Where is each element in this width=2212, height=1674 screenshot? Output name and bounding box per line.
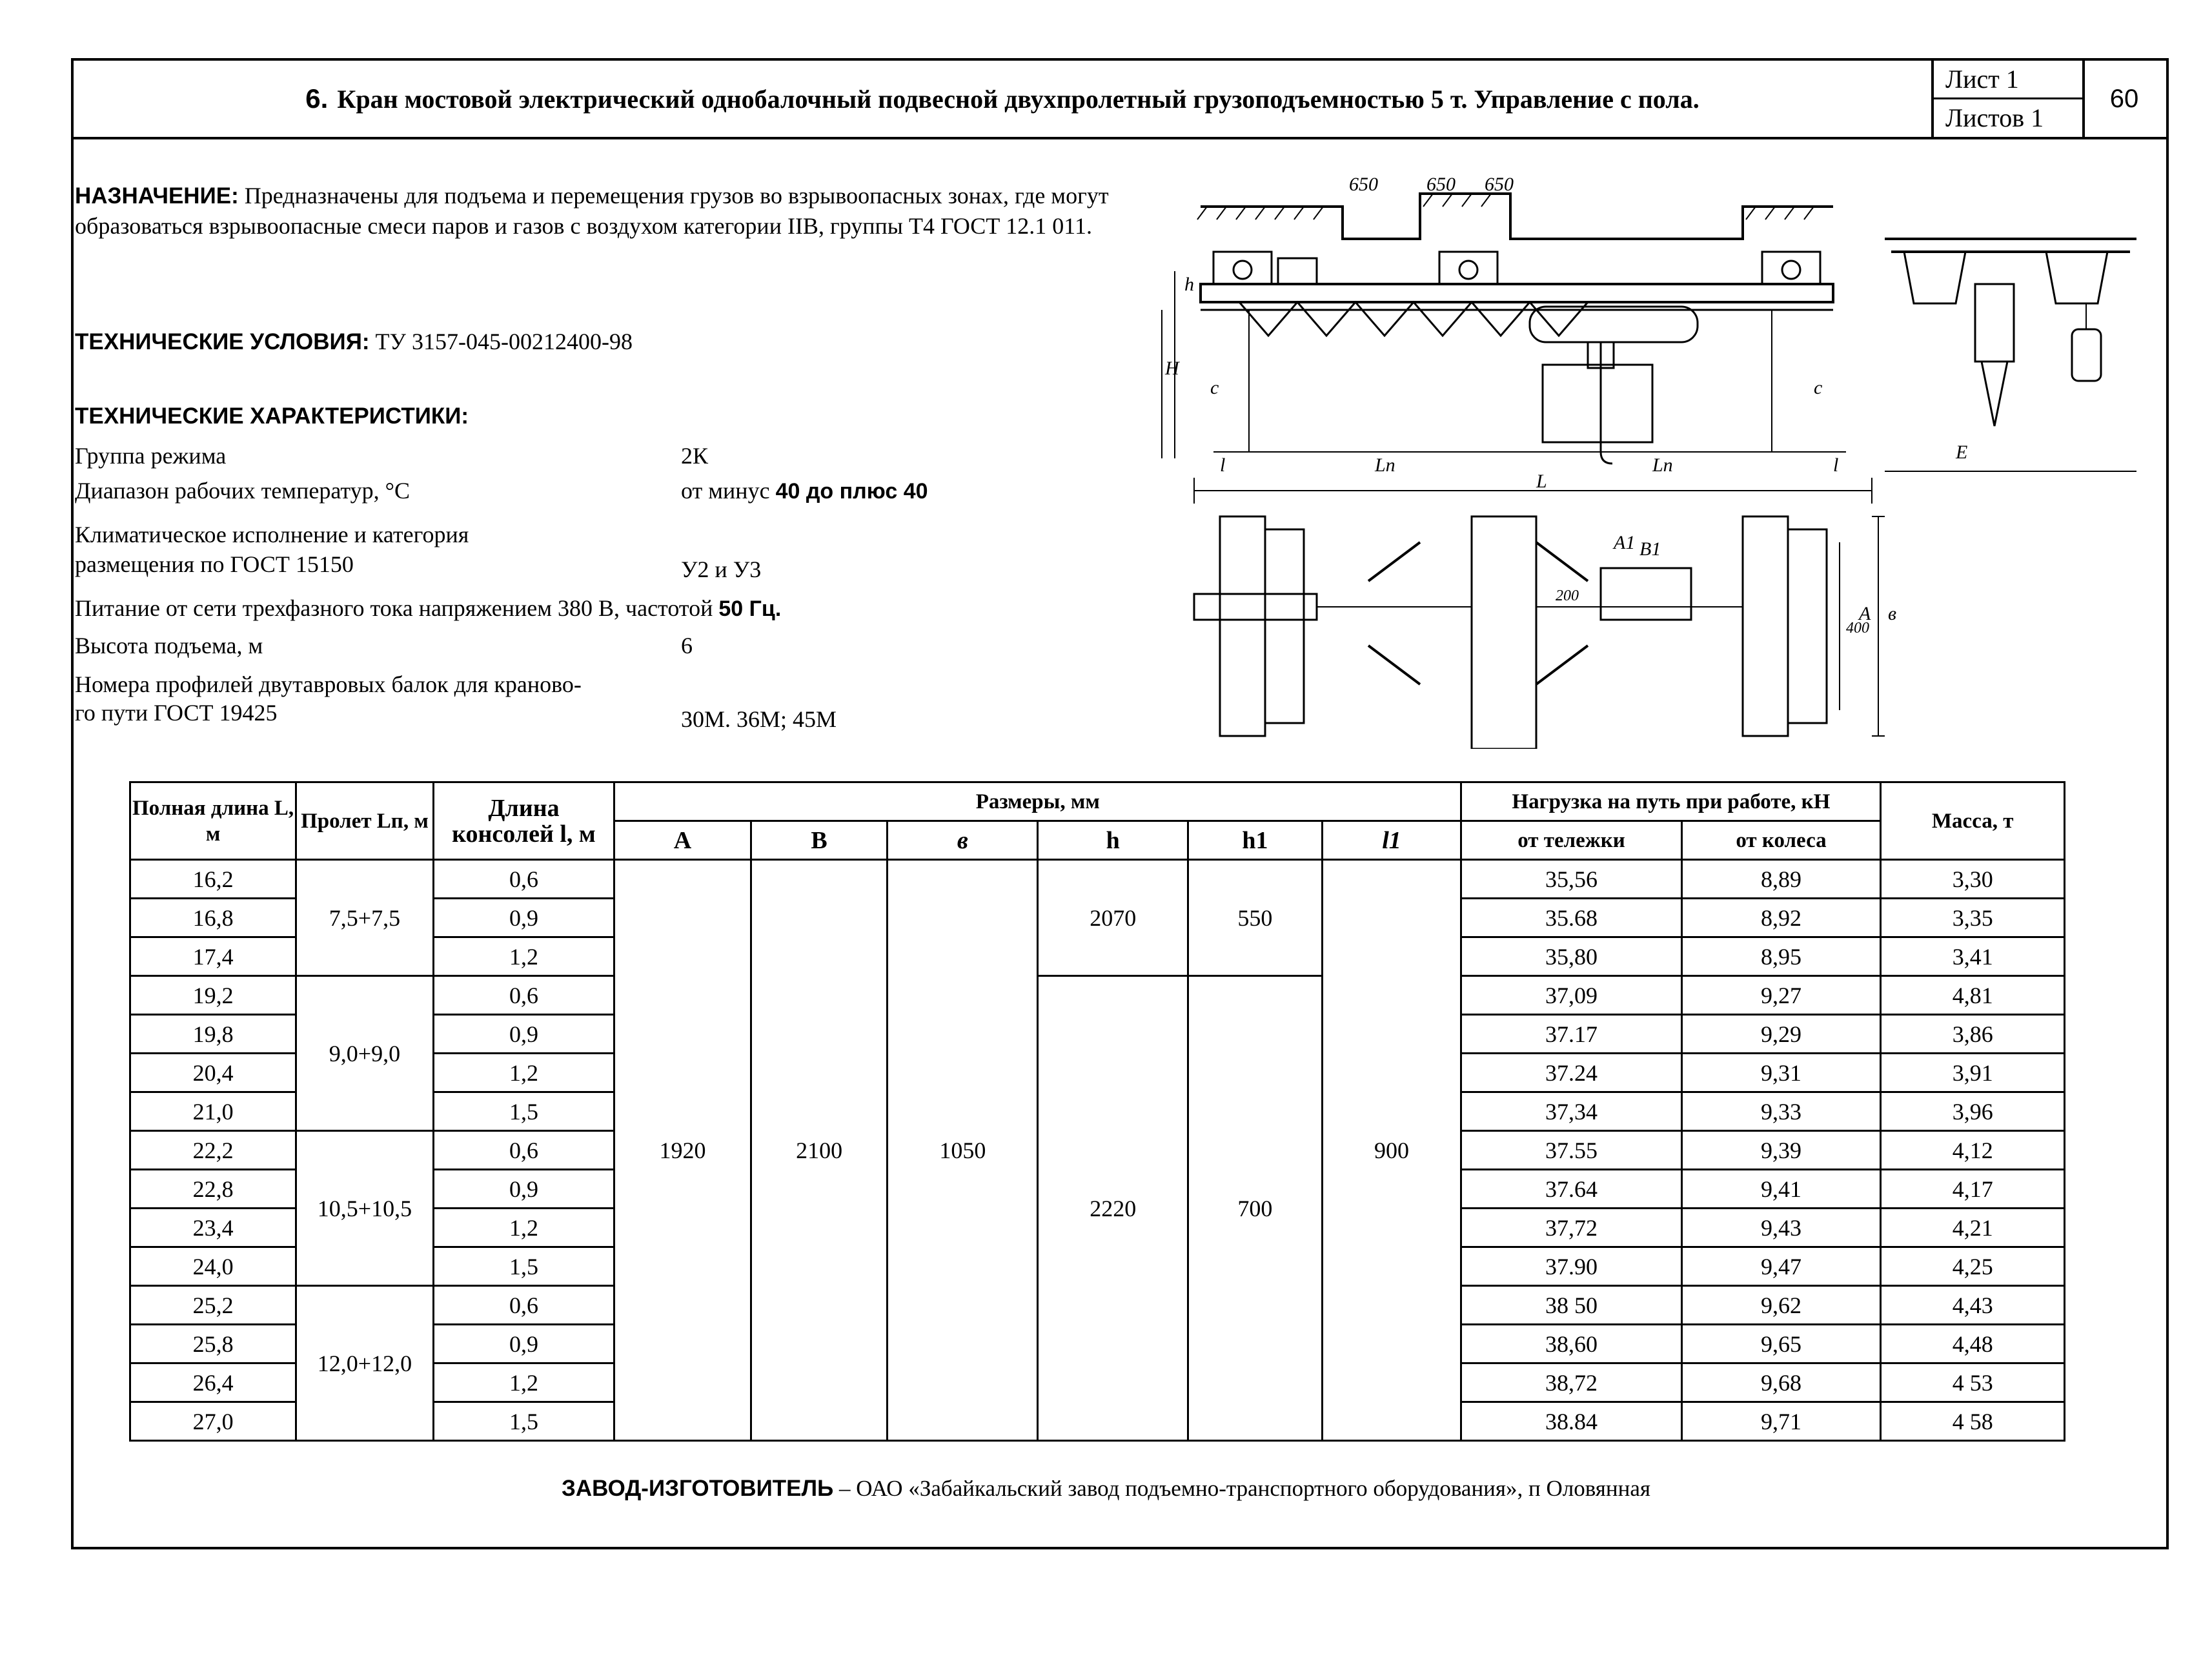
table-cell: 12,0+12,0 bbox=[296, 1286, 434, 1441]
th-console: Длина консолей l, м bbox=[433, 782, 614, 860]
label-b: в bbox=[1888, 603, 1897, 624]
th-from-wheel: от колеса bbox=[1681, 821, 1881, 860]
table-cell: 900 bbox=[1322, 860, 1461, 1441]
spec-beams-value: 30М. 36М; 45М bbox=[681, 706, 837, 732]
table-cell: 37.24 bbox=[1461, 1054, 1681, 1092]
table-cell: 1,2 bbox=[433, 1363, 614, 1402]
table-cell: 4 53 bbox=[1881, 1363, 2065, 1402]
spec-mode-value: 2К bbox=[681, 443, 709, 469]
table-cell: 7,5+7,5 bbox=[296, 860, 434, 976]
table-cell: 1,2 bbox=[433, 1054, 614, 1092]
table-cell: 9,0+9,0 bbox=[296, 976, 434, 1131]
spec-temp-pre: от минус bbox=[681, 478, 776, 504]
table-cell: 37,72 bbox=[1461, 1209, 1681, 1247]
label-c1: c bbox=[1210, 377, 1219, 398]
table-cell: 25,8 bbox=[130, 1325, 296, 1363]
spec-beams-label-1: Номера профилей двутавровых балок для краново- bbox=[75, 671, 582, 697]
table-cell: 20,4 bbox=[130, 1054, 296, 1092]
spec-power-freq: 50 Гц. bbox=[718, 597, 782, 621]
tech-conditions-label: ТЕХНИЧЕСКИЕ УСЛОВИЯ: bbox=[75, 329, 370, 354]
label-H: H bbox=[1165, 358, 1179, 379]
label-200: 200 bbox=[1556, 587, 1579, 604]
sheets-label: Листов 1 bbox=[1945, 103, 2044, 132]
table-cell: 4 58 bbox=[1881, 1402, 2065, 1441]
table-cell: 16,8 bbox=[130, 899, 296, 937]
table-cell: 37.64 bbox=[1461, 1170, 1681, 1209]
table-cell: 9,71 bbox=[1681, 1402, 1881, 1441]
table-cell: 9,33 bbox=[1681, 1092, 1881, 1131]
table-cell: 4,12 bbox=[1881, 1131, 2065, 1170]
table-cell: 37.17 bbox=[1461, 1015, 1681, 1054]
manufacturer bbox=[0, 1476, 2212, 1502]
table-cell: 35,80 bbox=[1461, 937, 1681, 976]
th-b: в bbox=[888, 821, 1038, 860]
table-cell: 35,56 bbox=[1461, 860, 1681, 899]
th-B: В bbox=[751, 821, 888, 860]
th-h: h bbox=[1038, 821, 1188, 860]
table-cell: 22,2 bbox=[130, 1131, 296, 1170]
table-cell: 37.55 bbox=[1461, 1131, 1681, 1170]
table-cell: 26,4 bbox=[130, 1363, 296, 1402]
table-cell: 38 50 bbox=[1461, 1286, 1681, 1325]
purpose-text: Предназначены для подъема и перемещения грузов во взрывоопасных зонах, где могут образоваться взрывоопасные смеси паров и газов с воздухом категории IIВ, группы Т4 ГОСТ 12.1 011. bbox=[75, 183, 1109, 239]
tech-conditions-value: ТУ 3157-045-00212400-98 bbox=[369, 329, 633, 354]
table-cell: 25,2 bbox=[130, 1286, 296, 1325]
table-body bbox=[130, 860, 2065, 1441]
th-mass: Масса, т bbox=[1881, 782, 2065, 860]
label-L: L bbox=[1536, 471, 1547, 492]
table-cell: 4,48 bbox=[1881, 1325, 2065, 1363]
table-cell: 0,9 bbox=[433, 1170, 614, 1209]
table-cell: 2070 bbox=[1038, 860, 1188, 976]
sheet-label: Лист 1 bbox=[1934, 61, 2082, 99]
table-cell: 3,35 bbox=[1881, 899, 2065, 937]
table-cell: 1,5 bbox=[433, 1247, 614, 1286]
spec-mode-label: Группа режима bbox=[75, 443, 227, 469]
label-ln-2: Ln bbox=[1652, 454, 1673, 476]
table-cell: 8,92 bbox=[1681, 899, 1881, 937]
table-cell: 0,6 bbox=[433, 976, 614, 1015]
label-h: h bbox=[1184, 274, 1194, 295]
table-cell: 0,9 bbox=[433, 1015, 614, 1054]
table-cell: 4,81 bbox=[1881, 976, 2065, 1015]
table-cell: 37,09 bbox=[1461, 976, 1681, 1015]
spec-beams-label-2: го пути ГОСТ 19425 bbox=[75, 700, 278, 726]
table-cell: 4,25 bbox=[1881, 1247, 2065, 1286]
th-span: Пролет Lп, м bbox=[296, 782, 434, 860]
table-cell: 0,6 bbox=[433, 1286, 614, 1325]
table-cell: 35.68 bbox=[1461, 899, 1681, 937]
label-l: l bbox=[1220, 454, 1226, 476]
table-cell: 1,5 bbox=[433, 1402, 614, 1441]
table-cell: 38,60 bbox=[1461, 1325, 1681, 1363]
table-cell: 2100 bbox=[751, 860, 888, 1441]
table-cell: 9,62 bbox=[1681, 1286, 1881, 1325]
th-l1: l1 bbox=[1322, 821, 1461, 860]
table-cell: 1050 bbox=[888, 860, 1038, 1441]
table-cell: 9,41 bbox=[1681, 1170, 1881, 1209]
dim-650-c: 650 bbox=[1485, 174, 1514, 195]
th-from-trolley: от тележки bbox=[1461, 821, 1681, 860]
table-cell: 1,5 bbox=[433, 1092, 614, 1131]
table-cell: 4,43 bbox=[1881, 1286, 2065, 1325]
title-text: Кран мостовой электрический однобалочный подвесной двухпролетный грузоподъемностью 5 т. Управление с пола. bbox=[337, 84, 1700, 114]
spec-power-label: Питание от сети трехфазного тока напряжением 380 В, частотой bbox=[75, 595, 719, 621]
table-cell: 24,0 bbox=[130, 1247, 296, 1286]
maker-text: – ОАО «Забайкальский завод подъемно-транспортного оборудования», п Оловянная bbox=[833, 1476, 1650, 1501]
table-cell: 38,72 bbox=[1461, 1363, 1681, 1402]
table-cell: 10,5+10,5 bbox=[296, 1131, 434, 1286]
table-cell: 1,2 bbox=[433, 937, 614, 976]
table-cell: 4,17 bbox=[1881, 1170, 2065, 1209]
table-cell: 37.90 bbox=[1461, 1247, 1681, 1286]
table-cell: 16,2 bbox=[130, 860, 296, 899]
spec-temp-label: Диапазон рабочих температур, °С bbox=[75, 478, 411, 504]
crane-drawing bbox=[1149, 155, 2143, 749]
tech-specs-heading: ТЕХНИЧЕСКИЕ ХАРАКТЕРИСТИКИ: bbox=[75, 403, 469, 429]
table-cell: 21,0 bbox=[130, 1092, 296, 1131]
table-cell: 0,6 bbox=[433, 860, 614, 899]
th-h1: h1 bbox=[1188, 821, 1323, 860]
table-cell: 3,41 bbox=[1881, 937, 2065, 976]
dim-650-b: 650 bbox=[1426, 174, 1456, 195]
tech-conditions bbox=[75, 328, 633, 355]
label-400: 400 bbox=[1846, 620, 1869, 637]
specs-table bbox=[129, 781, 2065, 1442]
dim-650-a: 650 bbox=[1349, 174, 1378, 195]
label-A: A bbox=[1859, 603, 1871, 624]
table-cell: 8,95 bbox=[1681, 937, 1881, 976]
title-number: 6. bbox=[305, 83, 329, 114]
spec-climate-label-2: размещения по ГОСТ 15150 bbox=[75, 551, 354, 577]
table-cell: 700 bbox=[1188, 976, 1323, 1441]
table-cell: 3,91 bbox=[1881, 1054, 2065, 1092]
page-number: 60 bbox=[2109, 84, 2139, 113]
th-A: А bbox=[614, 821, 751, 860]
table-cell: 9,27 bbox=[1681, 976, 1881, 1015]
label-B1: B1 bbox=[1639, 538, 1661, 560]
table-cell: 9,47 bbox=[1681, 1247, 1881, 1286]
label-ln-1: Ln bbox=[1375, 454, 1395, 476]
table-cell: 1,2 bbox=[433, 1209, 614, 1247]
table-cell: 9,68 bbox=[1681, 1363, 1881, 1402]
purpose-paragraph bbox=[75, 181, 1114, 241]
spec-temp-value bbox=[681, 476, 928, 505]
table-cell: 0,6 bbox=[433, 1131, 614, 1170]
table-cell: 37,34 bbox=[1461, 1092, 1681, 1131]
table-cell: 23,4 bbox=[130, 1209, 296, 1247]
table-cell: 550 bbox=[1188, 860, 1323, 976]
table-cell: 17,4 bbox=[130, 937, 296, 976]
spec-power bbox=[75, 594, 781, 623]
table-cell: 3,96 bbox=[1881, 1092, 2065, 1131]
page-title bbox=[74, 61, 1931, 137]
table-cell: 9,31 bbox=[1681, 1054, 1881, 1092]
th-load: Нагрузка на путь при работе, кН bbox=[1461, 782, 1881, 821]
spec-climate-value: У2 и У3 bbox=[681, 556, 762, 582]
header bbox=[74, 61, 2166, 139]
table-row bbox=[130, 860, 2065, 899]
table-row bbox=[130, 976, 2065, 1015]
maker-label: ЗАВОД-ИЗГОТОВИТЕЛЬ bbox=[561, 1476, 834, 1501]
label-E: E bbox=[1956, 442, 1968, 463]
table-cell: 8,89 bbox=[1681, 860, 1881, 899]
sheet-box bbox=[1931, 61, 2085, 137]
table-cell: 19,8 bbox=[130, 1015, 296, 1054]
spec-climate-label-1: Климатическое исполнение и категория bbox=[75, 522, 469, 547]
spec-temp-bold: 40 до плюс 40 bbox=[775, 479, 928, 504]
purpose-label: НАЗНАЧЕНИЕ: bbox=[75, 183, 239, 209]
th-full-length: Полная длина L, м bbox=[130, 782, 296, 860]
table-cell: 38.84 bbox=[1461, 1402, 1681, 1441]
table-cell: 1920 bbox=[614, 860, 751, 1441]
table-cell: 22,8 bbox=[130, 1170, 296, 1209]
th-dims: Размеры, мм bbox=[614, 782, 1461, 821]
table-cell: 0,9 bbox=[433, 1325, 614, 1363]
label-c2: c bbox=[1814, 377, 1823, 398]
table-cell: 9,29 bbox=[1681, 1015, 1881, 1054]
table-cell: 9,43 bbox=[1681, 1209, 1881, 1247]
table-cell: 0,9 bbox=[433, 899, 614, 937]
table-cell: 9,39 bbox=[1681, 1131, 1881, 1170]
spec-height-label: Высота подъема, м bbox=[75, 633, 263, 658]
table-cell: 4,21 bbox=[1881, 1209, 2065, 1247]
table-cell: 2220 bbox=[1038, 976, 1188, 1441]
label-A1: A1 bbox=[1614, 532, 1636, 553]
label-l-2: l bbox=[1833, 454, 1839, 476]
spec-height-value: 6 bbox=[681, 633, 693, 658]
table-cell: 3,86 bbox=[1881, 1015, 2065, 1054]
table-cell: 9,65 bbox=[1681, 1325, 1881, 1363]
table-cell: 3,30 bbox=[1881, 860, 2065, 899]
table-cell: 19,2 bbox=[130, 976, 296, 1015]
table-cell: 27,0 bbox=[130, 1402, 296, 1441]
